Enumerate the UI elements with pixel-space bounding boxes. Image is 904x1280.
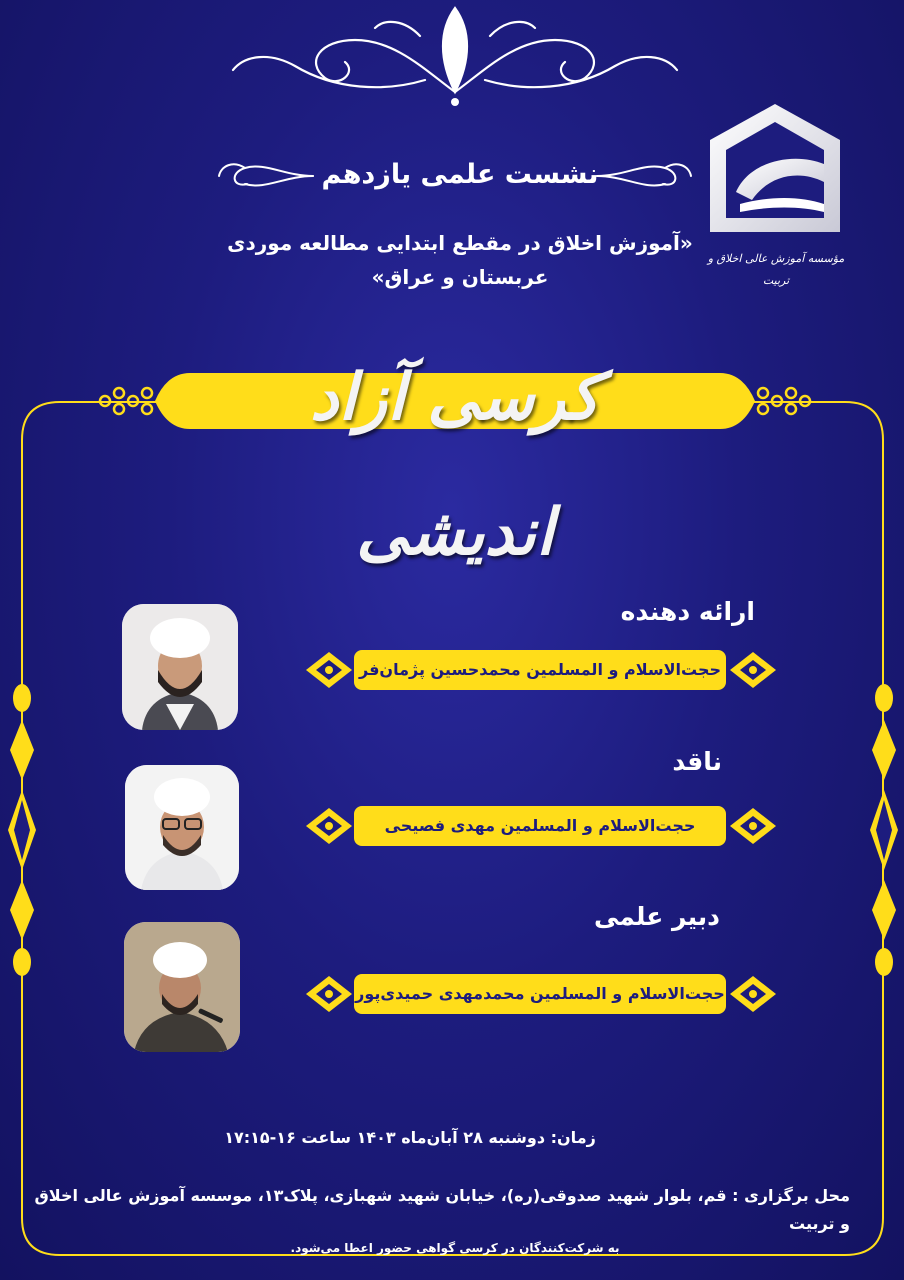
name-bar-ornament-right-2	[728, 806, 778, 846]
logo-caption: مؤسسه آموزش عالی اخلاق و تربیت	[707, 252, 845, 287]
top-ornament	[225, 0, 685, 112]
institute-logo-icon	[700, 100, 850, 246]
speaker-photo-critic	[125, 765, 239, 890]
speaker-name-presenter: حجت‌الاسلام و المسلمین محمدحسین پژمان‌فر	[354, 650, 726, 690]
speaker-photo-scientific-secretary	[124, 922, 240, 1052]
banner-title: کرسی آزاد اندیشی	[310, 360, 600, 570]
name-bar-ornament-right-3	[728, 974, 778, 1014]
name-bar-ornament-left-2	[304, 806, 354, 846]
certificate-note: به شرکت‌کنندگان در کرسی گواهی حضور اعطا می‌شود.	[290, 1241, 620, 1255]
speaker-role-scientific-secretary: دبیر علمی	[593, 902, 720, 931]
speaker-photo-presenter	[122, 604, 238, 730]
speaker-name-scientific-secretary: حجت‌الاسلام و المسلمین محمدمهدی حمیدی‌پور	[354, 974, 726, 1014]
poster-title: نشست علمی یازدهم	[321, 159, 599, 190]
left-side-ornament	[4, 680, 40, 980]
poster-subtitle: «آموزش اخلاق در مقطع ابتدایی مطالعه موردی عربستان و عراق»	[227, 231, 693, 289]
name-bar-ornament-left-1	[304, 650, 354, 690]
right-side-ornament	[866, 680, 902, 980]
name-bar-ornament-right-1	[728, 650, 778, 690]
speaker-role-presenter: ارائه دهنده	[620, 597, 755, 626]
event-time: زمان: دوشنبه ۲۸ آبان‌ماه ۱۴۰۳ ساعت ۱۶-۱۷:۱۵	[224, 1128, 596, 1147]
name-bar-ornament-left-3	[304, 974, 354, 1014]
event-venue: محل برگزاری : قم، بلوار شهید صدوقی(ره)، خیابان شهید شهبازی، پلاک۱۳، موسسه آموزش عالی اخلاق و تربیت	[34, 1186, 850, 1233]
speaker-role-critic: ناقد	[672, 747, 722, 776]
speaker-name-critic: حجت‌الاسلام و المسلمین مهدی فصیحی	[354, 806, 726, 846]
